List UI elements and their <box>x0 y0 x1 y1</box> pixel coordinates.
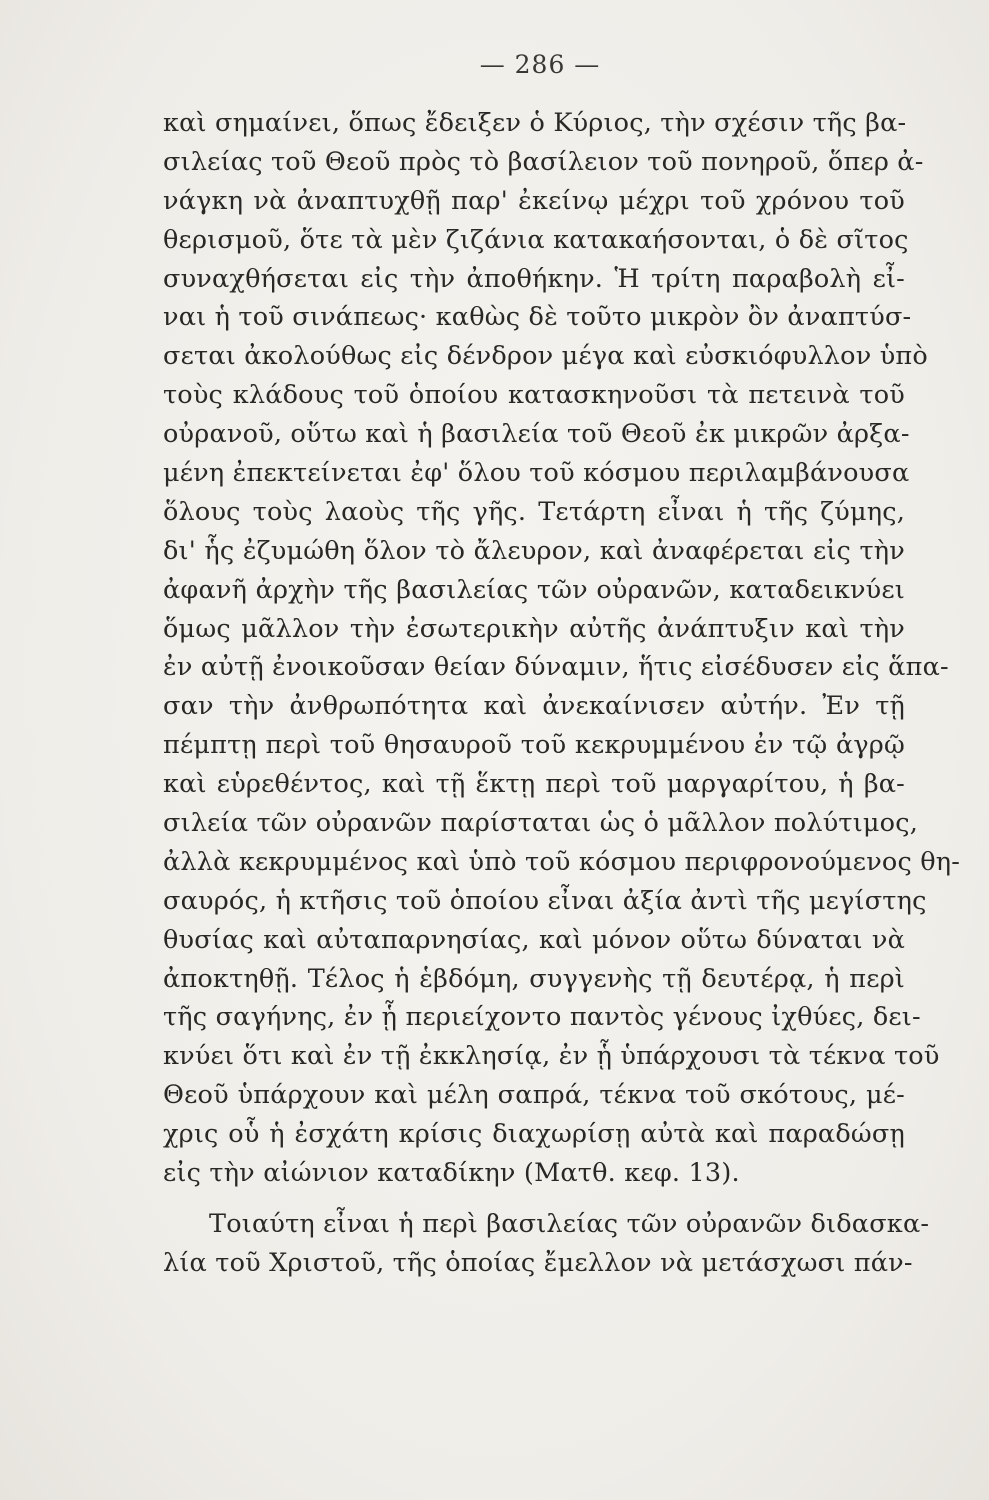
text-line: ἀφανῆ ἀρχὴν τῆς βασιλείας τῶν οὐρανῶν, καταδεικνύει <box>163 574 905 605</box>
text-line: χρις οὗ ἡ ἐσχάτη κρίσις διαχωρίσῃ αὐτὰ καὶ παραδώσῃ <box>163 1119 905 1150</box>
text-line: Τοιαύτη εἶναι ἡ περὶ βασιλείας τῶν οὐρανῶν διδασκα- <box>209 1208 930 1239</box>
paragraph-gap <box>163 1193 905 1205</box>
text-line: δι' ἧς ἐζυμώθη ὅλον τὸ ἄλευρον, καὶ ἀναφέρεται εἰς τὴν <box>163 535 905 566</box>
text-line: τῆς σαγήνης, ἐν ᾗ περιείχοντο παντὸς γένους ἰχθύες, δει- <box>163 1002 921 1033</box>
text-line: ἀλλὰ κεκρυμμένος καὶ ὑπὸ τοῦ κόσμου περιφρονούμενος θη- <box>163 846 961 877</box>
paragraph-2 <box>163 1205 930 1283</box>
text-line: τοὺς κλάδους τοῦ ὁποίου κατασκηνοῦσι τὰ πετεινὰ τοῦ <box>163 380 905 411</box>
text-line: ὅμως μᾶλλον τὴν ἐσωτερικὴν αὐτῆς ἀνάπτυξιν καὶ τὴν <box>163 613 905 644</box>
text-line: εἰς τὴν αἰώνιον καταδίκην (Ματθ. κεφ. 13). <box>163 1158 740 1189</box>
text-line: σιλείας τοῦ Θεοῦ πρὸς τὸ βασίλειον τοῦ πονηροῦ, ὅπερ ἀ- <box>163 146 924 177</box>
text-line: ἀποκτηθῇ. Τέλος ἡ ἑβδόμη, συγγενὴς τῇ δευτέρᾳ, ἡ περὶ <box>163 963 905 994</box>
text-line: ναι ἡ τοῦ σινάπεως· καθὼς δὲ τοῦτο μικρὸν ὂν ἀναπτύσ- <box>163 302 912 333</box>
text-line: πέμπτῃ περὶ τοῦ θησαυροῦ τοῦ κεκρυμμένου ἐν τῷ ἀγρῷ <box>163 730 905 761</box>
text-line: σαν τὴν ἀνθρωπότητα καὶ ἀνεκαίνισεν αὐτήν. Ἐν τῇ <box>163 691 905 722</box>
body-text <box>163 104 961 1283</box>
text-line: σαυρός, ἡ κτῆσις τοῦ ὁποίου εἶναι ἀξία ἀντὶ τῆς μεγίστης <box>163 885 927 916</box>
page-number: — 286 — <box>479 50 601 79</box>
text-line: Θεοῦ ὑπάρχουν καὶ μέλη σαπρά, τέκνα τοῦ σκότους, μέ- <box>163 1080 905 1111</box>
text-line: καὶ εὑρεθέντος, καὶ τῇ ἕκτῃ περὶ τοῦ μαργαρίτου, ἡ βα- <box>163 769 905 800</box>
text-line: συναχθήσεται εἰς τὴν ἀποθήκην. Ἡ τρίτη παραβολὴ εἶ- <box>163 263 905 294</box>
text-line: θερισμοῦ, ὅτε τὰ μὲν ζιζάνια κατακαήσονται, ὁ δὲ σῖτος <box>163 224 909 255</box>
text-line: ὅλους τοὺς λαοὺς τῆς γῆς. Τετάρτη εἶναι ἡ τῆς ζύμης, <box>163 496 905 527</box>
text-line: καὶ σημαίνει, ὅπως ἔδειξεν ὁ Κύριος, τὴν σχέσιν τῆς βα- <box>163 108 907 138</box>
text-line: μένη ἐπεκτείνεται ἐφ' ὅλου τοῦ κόσμου περιλαμβάνουσα <box>163 458 910 489</box>
text-line: θυσίας καὶ αὐταπαρνησίας, καὶ μόνον οὕτω δύναται νὰ <box>163 924 905 955</box>
text-line: λία τοῦ Χριστοῦ, τῆς ὁποίας ἔμελλον νὰ μετάσχωσι πάν- <box>163 1247 913 1278</box>
text-line: νάγκη νὰ ἀναπτυχθῇ παρ' ἐκείνῳ μέχρι τοῦ χρόνου τοῦ <box>163 185 905 216</box>
text-line: σιλεία τῶν οὐρανῶν παρίσταται ὡς ὁ μᾶλλον πολύτιμος, <box>163 808 919 839</box>
paragraph-1 <box>163 104 961 1193</box>
text-line: σεται ἀκολούθως εἰς δένδρον μέγα καὶ εὐσκιόφυλλον ὑπὸ <box>163 341 928 372</box>
text-line: ἐν αὐτῇ ἐνοικοῦσαν θείαν δύναμιν, ἥτις εἰσέδυσεν εἰς ἅπα- <box>163 652 949 683</box>
text-line: κνύει ὅτι καὶ ἐν τῇ ἐκκλησίᾳ, ἐν ᾗ ὑπάρχουσι τὰ τέκνα τοῦ <box>163 1041 940 1072</box>
text-line: οὐρανοῦ, οὕτω καὶ ἡ βασιλεία τοῦ Θεοῦ ἐκ μικρῶν ἀρξα- <box>163 419 910 450</box>
